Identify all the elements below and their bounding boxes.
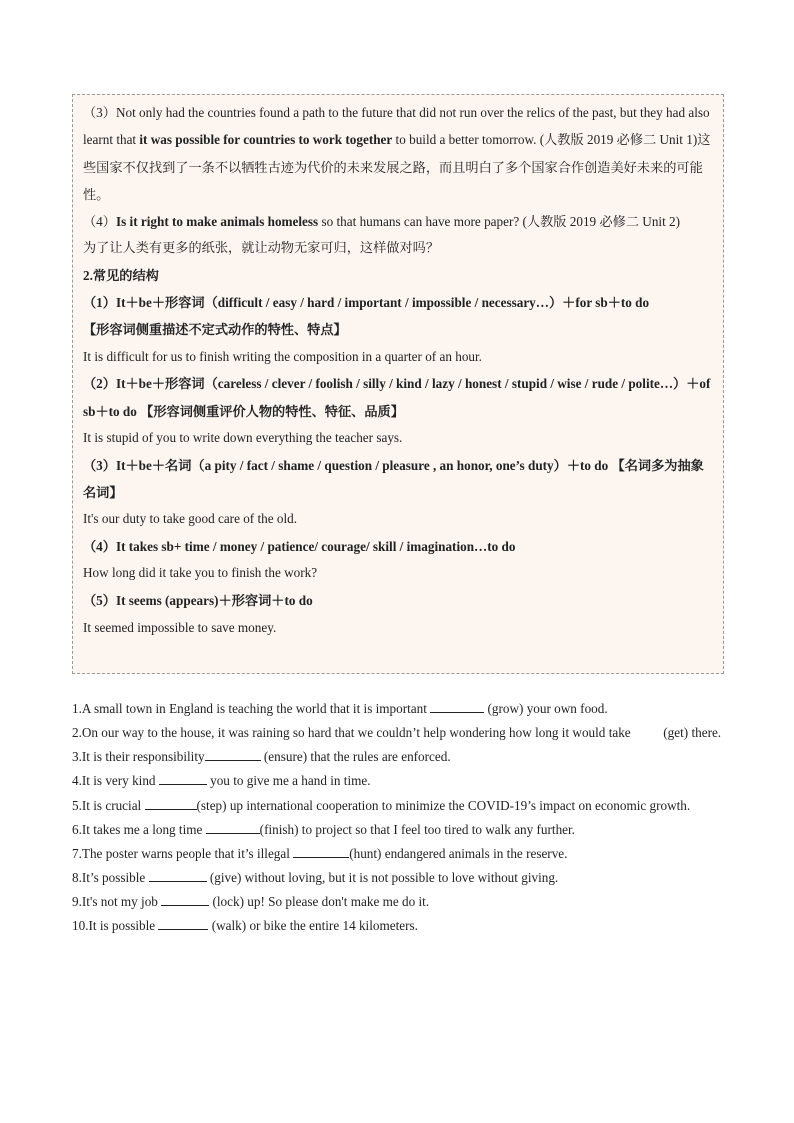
structure-1-example: It is difficult for us to finish writing the composition in a quarter of an hour. [83,348,482,364]
structure-2-example: It is stupid of you to write down everything the teacher says. [83,430,403,446]
example-4-translation: 为了让人类有更多的纸张，就让动物无家可归，这样做对吗？ [83,240,440,256]
exercise-item [72,818,732,842]
exercise-text: (hunt) endangered animals in the reserve. [349,846,568,861]
exercise-text: (finish) to project so that I feel too tired to walk any further. [259,822,575,837]
structure-3-heading: （3）It＋be＋名词（a pity / fact / shame / question / pleasure , an honor, one’s duty）＋to do 【名词多为抽象名词】 [83,457,704,501]
structure-4-example: How long did it take you to finish the work? [83,565,318,581]
exercise-item [72,769,732,793]
answer-blank[interactable] [161,894,209,906]
structure-2-heading: （2）It＋be＋形容词（careless / clever / foolish / silly / kind / lazy / honest / stupid / wise / rude / polite…）＋of sb＋to do 【形容词侧重评价人物的特性、特征、品质】 [83,376,711,419]
example-4-bold: Is it right to make animals homeless [115,213,319,229]
exercise-text: 6.It takes me a long time [72,822,206,837]
exercise-item [72,793,732,818]
example-3 [83,99,713,209]
exercise-text: 10.It is possible [72,918,159,933]
answer-blank[interactable] [430,701,484,713]
exercise-text: (grow) your own food. [484,701,608,716]
answer-blank[interactable] [205,749,261,761]
example-3-bold: it was possible for countries to work together [139,132,393,148]
example-4-tail: so that humans can have more paper? (人教版 2019 必修二 Unit 2) [318,213,681,229]
example-3-tail: to build a better tomorrow. (人教版 2019 必修二 Unit 1)这些国家不仅找到了一条不以牺牲古迹为代价的未来发展之路，而且明白了多个国家合作创造美好未来的可能性。 [83,132,711,203]
exercise-text: 1.A small town in England is teaching the world that it is important [72,701,431,716]
exercise-text: 9.It's not my job [72,894,162,909]
exercise-item [72,890,732,914]
structure-1-heading: （1）It＋be＋形容词（difficult / easy / hard / important / impossible / necessary…）＋for sb＋to do [83,295,650,311]
structure-5-heading: （5）It seems (appears)＋形容词＋to do [83,592,313,608]
exercise-item [72,842,732,866]
exercise-text: (step) up international cooperation to minimize the COVID-19’s impact on economic growth. [196,798,691,813]
exercise-list [72,697,732,938]
exercise-text: (ensure) that the rules are enforced. [260,749,451,764]
structure-1-note: 【形容词侧重描述不定式动作的特性、特点】 [83,322,347,338]
exercise-text: 2.On our way to the house, it was raining so hard that we couldn’t help wondering how long it would take [72,725,634,740]
example-4-number: （4） [83,213,116,229]
exercise-text: 3.It is their responsibility [72,749,205,764]
answer-blank[interactable] [158,918,208,930]
section-title: 2.常见的结构 [83,267,159,283]
structure-4-heading: （4）It takes sb+ time / money / patience/ courage/ skill / imagination…to do [83,538,516,554]
exercise-text: 5.It is crucial [72,798,145,813]
exercise-text: 8.It’s possible [72,870,149,885]
exercise-text: (give) without loving, but it is not possible to love without giving. [206,870,559,885]
answer-blank[interactable] [149,870,207,882]
example-4 [83,209,713,236]
exercise-text: 4.It is very kind [72,773,159,788]
exercise-item [72,697,732,721]
exercise-text: (get) there. [659,725,722,740]
exercise-item [72,914,732,938]
structure-3-example: It's our duty to take good care of the old. [83,511,298,527]
grammar-box [72,94,724,674]
exercise-text: (walk) or bike the entire 14 kilometers. [208,918,418,933]
answer-blank[interactable] [634,725,660,737]
exercise-text: you to give me a hand in time. [206,773,371,788]
answer-blank[interactable] [145,798,197,810]
answer-blank[interactable] [293,846,349,858]
exercise-text: 7.The poster warns people that it’s illegal [72,846,294,861]
exercise-item [72,721,732,745]
example-3-text: （3）Not only had the countries found a path to the future that did not run over the relics of the past, but they had also learnt that [83,105,710,148]
exercise-item [72,866,732,890]
structure-5-example: It seemed impossible to save money. [83,620,277,636]
exercise-text: (lock) up! So please don't make me do it. [209,894,430,909]
answer-blank[interactable] [206,822,260,834]
answer-blank[interactable] [159,773,207,785]
exercise-item [72,745,732,769]
